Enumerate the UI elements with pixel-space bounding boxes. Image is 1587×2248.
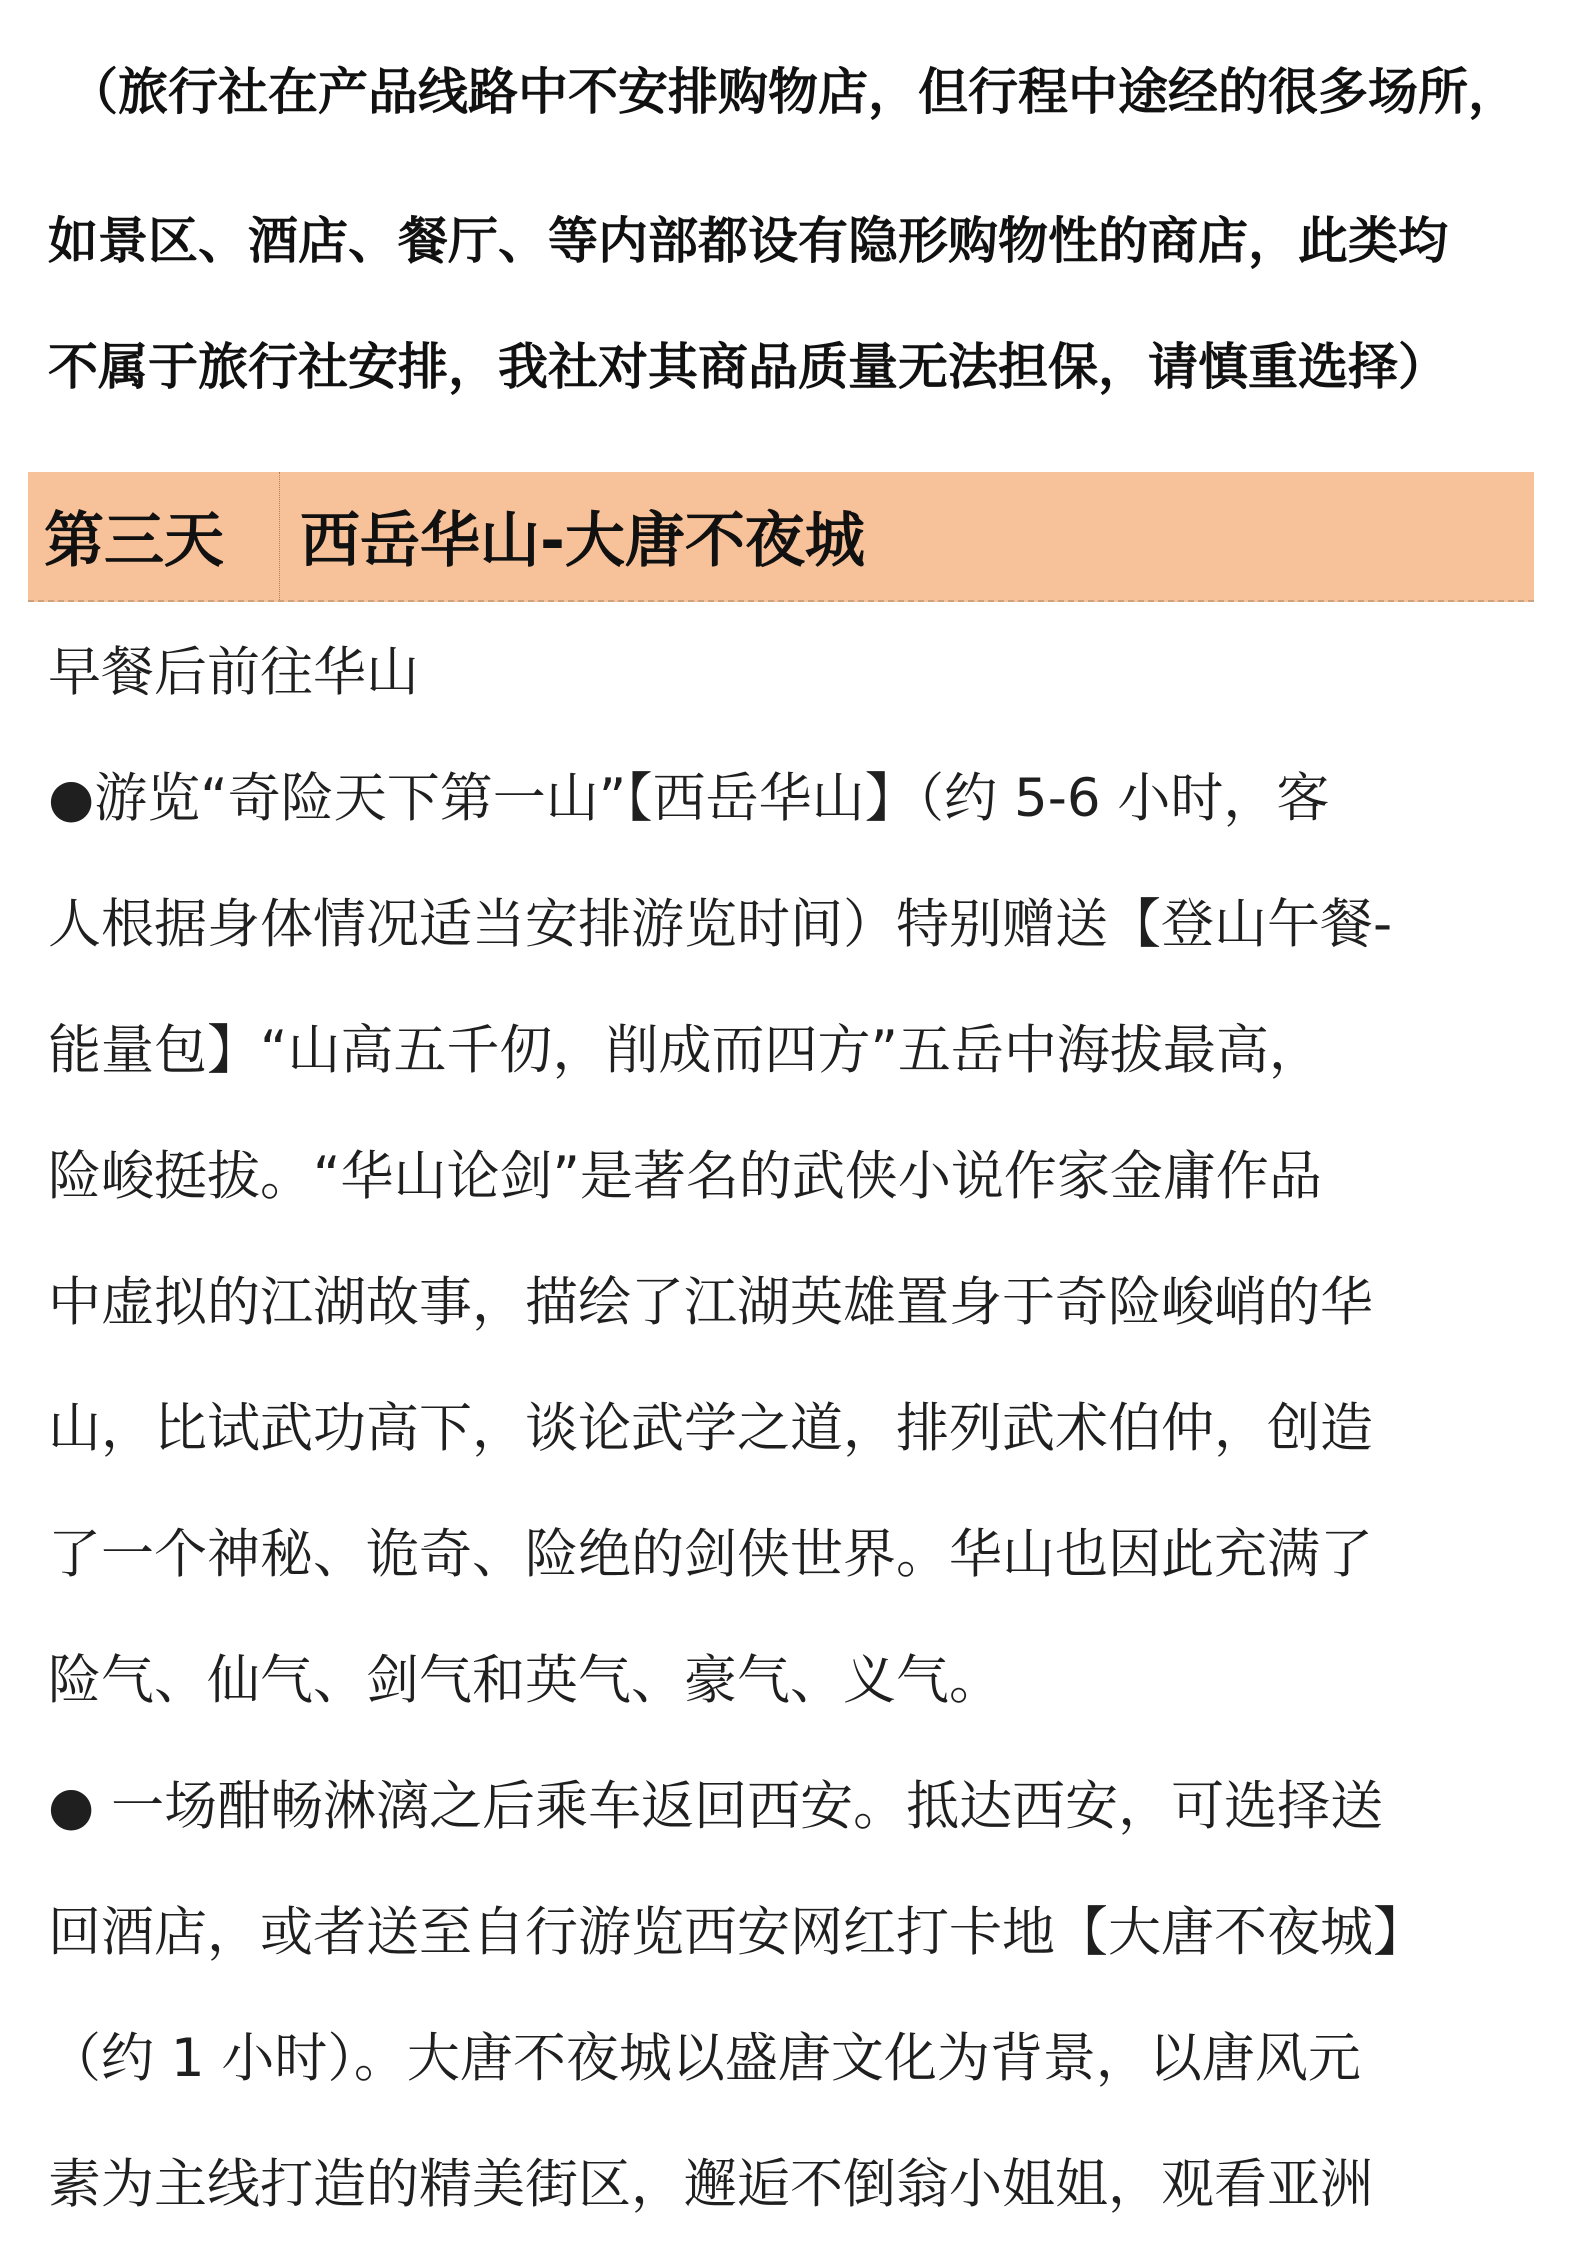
shopping-notice xyxy=(48,52,1548,430)
notice-line: 如景区、酒店、餐厅、等内部都设有隐形购物性的商店，此类均 xyxy=(48,212,1448,270)
body-line: 早餐后前往华山 xyxy=(48,642,419,703)
itinerary-body xyxy=(48,610,1558,2248)
day-title: 西岳华山-大唐不夜城 xyxy=(300,506,865,576)
day-label: 第三天 xyxy=(28,472,280,600)
body-line: 险峻挺拔。“华山论剑”是著名的武侠小说作家金庸作品 xyxy=(48,1146,1322,1207)
body-line: ●游览“奇险天下第一山”【西岳华山】（约 5-6 小时，客 xyxy=(48,768,1330,829)
notice-line: 不属于旅行社安排，我社对其商品质量无法担保，请慎重选择） xyxy=(48,338,1448,396)
body-line: 险气、仙气、剑气和英气、豪气、义气。 xyxy=(48,1650,1002,1711)
body-line: 素为主线打造的精美街区，邂逅不倒翁小姐姐，观看亚洲 xyxy=(48,2154,1373,2215)
body-line: 回酒店，或者送至自行游览西安网红打卡地【大唐不夜城】 xyxy=(48,1902,1426,1963)
body-line: 中虚拟的江湖故事，描绘了江湖英雄置身于奇险峻峭的华 xyxy=(48,1272,1373,1333)
body-line: ● 一场酣畅淋漓之后乘车返回西安。抵达西安，可选择送 xyxy=(48,1776,1384,1837)
body-line: （约 1 小时）。大唐不夜城以盛唐文化为背景，以唐风元 xyxy=(48,2028,1361,2089)
body-line: 了一个神秘、诡奇、险绝的剑侠世界。华山也因此充满了 xyxy=(48,1524,1373,1585)
notice-line: （旅行社在产品线路中不安排购物店，但行程中途经的很多场所， xyxy=(68,63,1518,121)
body-line: 山，比试武功高下，谈论武学之道，排列武术伯仲，创造 xyxy=(48,1398,1373,1459)
body-line: 能量包】“山高五千仞，削成而四方”五岳中海拔最高， xyxy=(48,1020,1322,1081)
day-header xyxy=(28,472,1534,602)
body-line: 人根据身体情况适当安排游览时间）特别赠送【登山午餐- xyxy=(48,894,1393,955)
